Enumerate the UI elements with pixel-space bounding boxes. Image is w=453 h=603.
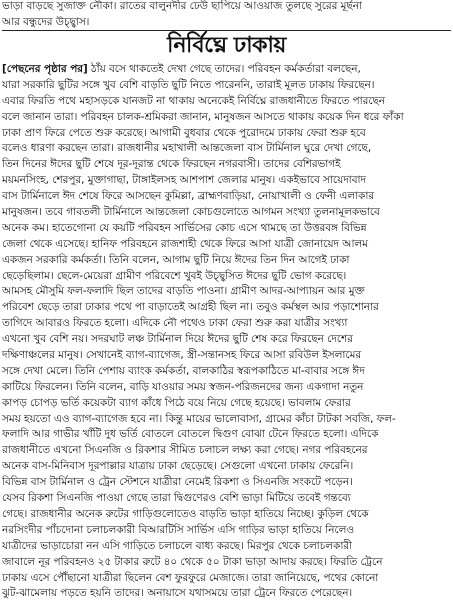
- text-line: একজন সরকারি কর্মকর্তা। তিনি বলেন, আগাম ছুটি নিয়ে ঈদের তিন দিন আগেই ঢাকা: [2, 253, 350, 266]
- text-line: সময় হয়তো এও ব্যাগ-ব্যাগেজ হবে না। কিন্তু মায়ের ভালোবাসা, গ্রামের কাঁচা টাটকা সবজি, ফল-: [2, 412, 396, 425]
- text-line: ভাড়া বাড়ছে সুজাক্ত নৌকা। রাতের বালুনদীর ঢেউ ছাপিয়ে আওয়াজ তুলছে সুরের মূর্ছনা: [2, 0, 362, 12]
- text-line: সঙ্গে দেখা মেলে। তিনি পেশায় ব্যাংক কর্মকর্তা, বালকাঠির স্বরূপকাঠিতে মা-বাবার সঙ্গে ঈদ: [2, 364, 365, 377]
- text-line: ময়মনসিংহ, শেরপুর, মুক্তাগাছা, টাঙ্গাইলসহ আশপাশ জেলার মানুষ। একইভাবে সায়েদাবাদ: [2, 174, 366, 187]
- article-headline: নির্বিঘ্নে ঢাকায়: [167, 33, 286, 58]
- text-line: মানুষজন। তবে গাবতলী টার্মিনালে আন্তজেলা কোচগুলোতে আগমন সংখ্যা তুলনামূলকভাবে: [2, 206, 380, 219]
- text-line: গেছে। রাজধানীর অনেক রুটের গাড়িগুলোতেও বাড়তি ভাড়া হাতিয়ে নিচ্ছে। কুড়িল থেকে: [2, 507, 369, 520]
- text-line: এবার ফিরতি পথে মহাসড়কে যানজট না থাকায় অনেকেই নির্বিঘ্নে রাজধানীতে ফিরতে পারছেন: [2, 94, 386, 107]
- text-line-content: ঠাঁয় বসে থাকতেই দেখা গেছে তাদের। পরিবহন কর্মকর্তারা বলছেন,: [87, 63, 361, 75]
- text-line: নরসিংদীর পাঁচদোনা চলাচলকারী বিআরটিসি সার্ভিস এসি গাড়ির ভাড়া হাতিয়ে নিলেও: [2, 523, 354, 536]
- section-divider: [2, 30, 451, 31]
- text-line: [2, 62, 450, 78]
- text-line: রাজধানীতে এখনো সিএনজি ও রিকশার সীমিত চলাচল লক্ষ্য করা গেছে। নগর পরিবহনের: [2, 444, 368, 457]
- text-line: বলে জানান তারা। পরিবহন চালক-শ্রমিকরা জানান, মানুষজন আসতে থাকায় কয়েক দিন ধরে ফাঁকা: [2, 110, 404, 123]
- text-line: ঢাকায় এসে পৌঁছানো যাত্রীরা ছিলেন বেশ ফুরফুরে মেজাজে। তারা জানিয়েছে, পথের কোনো: [2, 571, 379, 584]
- text-line: কাটিয়ে ফিরলেন। তিনি বলেন, বাড়ি যাওয়ার সময় স্বজন-পরিজনদের জন্য একগাদা নতুন: [2, 380, 364, 393]
- text-line: তিন দিনের ঈদের ছুটি শেষে দূর-দূরান্ত থেকে ফিরছেন নগরবাসী। তাদের বেশিরভাগই: [2, 158, 341, 171]
- text-line: আর বন্ধুদের উচ্ছ্বাস।: [2, 15, 90, 28]
- previous-article-tail: [2, 0, 451, 32]
- text-line: আমসহ মৌসুমি ফল-ফলাদি ছিল তাদের বাড়তি পাওনা। গ্রামীণ আদর-আপ্যায়ন আর মুক্ত: [2, 285, 365, 298]
- text-line: জেলা থেকে এসেছে। হানিফ পরিবহনে রাজশাহী থেকে ফিরে আসা যাত্রী জোনায়েদ আলম: [2, 237, 368, 250]
- text-line: যারা সরকারি ছুটির সঙ্গে খুব বেশি বাড়তি ছুটি নিতে পারেননি, তারাই মূলত ঢাকায় ফিরছেন।: [2, 78, 375, 91]
- article-body: [2, 62, 450, 601]
- text-line: ঝুট-ঝামেলায় পড়তে হয়নি তাদের। অনায়াসে যথাসময়ে তারা ট্রেনে ফিরতে পেরেছেন।: [2, 587, 353, 600]
- text-line: ছেড়েছিলাম। ছেলে-মেয়েরা গ্রামীণ পরিবেশে খুবই উচ্ছ্বসিত ঈদের ছুটি ভোগ করেছে।: [2, 269, 347, 282]
- text-line: বিভিন্ন বাস টার্মিনাল ও ট্রেন স্টেশনে যাত্রীরা নেমেই রিকশা ও সিএনজি সংকটে পড়েন।: [2, 476, 353, 489]
- text-line: যেসব রিকশা সিএনজি পাওয়া গেছে তারা দ্বিগুণেরও বেশি ভাড়া মিটিয়ে তবেই গন্তব্যে: [2, 492, 351, 505]
- text-line: তাগিদে আবারও ফিরতে হলো। এদিকে নৌ পথেও ঢাকা ফেরা শুরু করা যাত্রীর সংখ্যা: [2, 317, 348, 330]
- text-line: দক্ষিণাঞ্চলের মানুষ। সেখানেই ব্যাগ-ব্যাগেজ, স্ত্রী-সন্তানসহ ফিরে আসা রবিউল ইসলামের: [2, 349, 362, 362]
- text-line: ফলাদি আর গাভীর খাঁটি দুধ ভর্তি বোতলে বোতলে দ্বিগুণ বোঝা টেনে ফিরতে হলো। এদিকে: [2, 428, 379, 441]
- continuation-label: [পেছনের পৃষ্ঠার পর]: [2, 63, 88, 75]
- text-line: বাস টার্মিনালে ঈদ শেষে ফিরে আসছেন কুমিল্লা, ব্রাহ্মণবাড়িয়া, নোয়াখালী ও ফেনী এলাকার: [2, 190, 375, 203]
- text-line: কাপড় চোপড় ভর্তি কয়েকটা ব্যাগ কাঁধে পিঠে বয়ে নিয়ে গেছে হয়েছে। ভাবলাম ফেরার: [2, 396, 351, 409]
- text-line: জাবালে নূর পরিবহনও ২৫ টাকার রুটে ৪০ থেকে ৫০ টাকা ভাড়া আদায় করছে। ফিরতি ট্রেনে: [2, 555, 383, 568]
- text-line: পরিবেশ ছেড়ে তারা ঢাকার পথে পা বাড়াতেই আগ্রহী ছিল না। তবুও কর্মস্থল আর পড়াশোনার: [2, 301, 379, 314]
- text-line: যাত্রীদের ভাড়াচোরা নন এসি গাড়িতে চলাচলে বাধ্য করছে। মিরপুর থেকে চলাচলকারী: [2, 539, 353, 552]
- text-line: বলেও ধারণা করছেন তারা। রাজধানীর মহাখালী আন্তজেলা বাস টার্মিনাল ঘুরে দেখা গেছে,: [2, 142, 372, 155]
- text-line: ঢাকা প্রাণ ফিরে পেতে শুরু করেছে। আগামী বুধবার থেকে পুরোদমে ঢাকায় ফেরা শুরু হবে: [2, 126, 366, 139]
- text-line: অনেক কম। হাতেগোনা যে কয়টি পরিবহন সার্ভিসের কোচ এসে থামছে তা উত্তরবঙ্গ বিভিন্ন: [2, 221, 367, 234]
- text-line: অনেক বাস-মিনিবাস দূরপাল্লার যাত্রায় ঢাকা ছেড়েছে। সেগুলো এখনো ঢাকায় ফেরেনি।: [2, 460, 354, 473]
- text-line: এখনো খুব বেশি নয়। সদরঘাট লঞ্চ টার্মিনাল দিয়ে ঈদের ছুটি শেষ করে ফিরছেন দেশের: [2, 333, 353, 346]
